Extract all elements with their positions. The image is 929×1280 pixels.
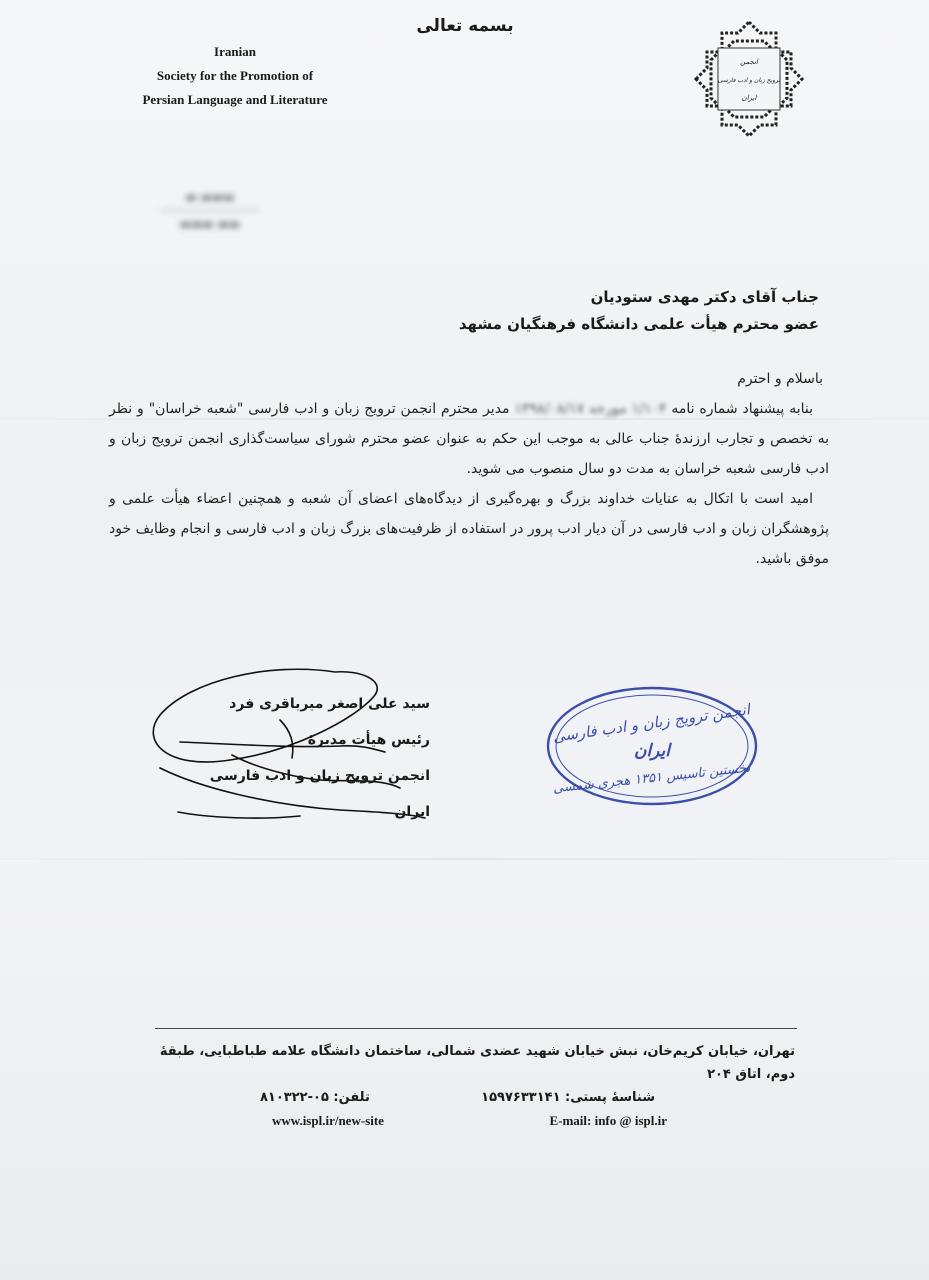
recipient-name: جناب آقای دکتر مهدی ستودیان bbox=[590, 288, 819, 306]
org-english-name bbox=[120, 40, 350, 112]
org-english-line: Persian Language and Literature bbox=[142, 92, 328, 107]
logo-text: انجمن bbox=[740, 58, 758, 66]
recipient-title: عضو محترم هیأت علمی دانشگاه فرهنگیان مشهد bbox=[458, 315, 819, 333]
recipient-block bbox=[319, 284, 819, 338]
paragraph-wishes: امید است با اتکال به عنایات خداوند بزرگ و بهره‌گیری از دیدگاه‌های اعضای آن شعبه و همچنین اعضاء هیأت علمی و پژوهشگران زبان و ادب فارسی در آن دیار ادب پرور در استفاده از ظرفیت‌های بزرگ زبان و ادب فارسی و انجام وظایف خود موفق باشید. bbox=[109, 491, 829, 567]
footer-email[interactable]: E-mail: info @ ispl.ir bbox=[549, 1113, 667, 1128]
org-english-line: Iranian bbox=[214, 44, 256, 59]
logo-text: ایران bbox=[741, 94, 757, 102]
official-stamp bbox=[542, 682, 762, 812]
org-english-line: Society for the Promotion of bbox=[156, 68, 314, 83]
signer-name: سید علی اصغر میرباقری فرد bbox=[229, 696, 430, 712]
signature-block bbox=[170, 686, 430, 830]
footer-address: تهران، خیابان کریم‌خان، نبش خیابان شهید عضدی شمالی، ساختمان دانشگاه علامه طباطبایی، طبقهٔ دوم، اتاق ۲۰۴ bbox=[159, 1044, 795, 1082]
letter-number-blurred: ۱/۱۰۴ مورخه ۱۳۹۸/۰۸/۱۷ bbox=[514, 401, 667, 417]
footer-postal-code: شناسهٔ پستی: ۱۵۹۷۶۳۳۱۴۱ bbox=[481, 1090, 655, 1105]
footer-contact-row bbox=[150, 1086, 795, 1109]
society-logo bbox=[688, 18, 810, 140]
stamp-text: ایران bbox=[633, 741, 671, 761]
stamp-text: انجمن ترویج زبان و ادب فارسی bbox=[551, 700, 751, 746]
bismillah-heading: بسمه تعالی bbox=[416, 16, 514, 36]
paragraph-appointment bbox=[109, 394, 829, 484]
greeting: باسلام و احترم bbox=[737, 371, 823, 387]
stamp-text: نخستین تاسیس ۱۳۵۱ هجری شمسی bbox=[552, 760, 751, 797]
signer-org: انجمن ترویج زبان و ادب فارسی ایران bbox=[209, 768, 430, 820]
paper-fold bbox=[0, 858, 929, 860]
footer-web-row bbox=[150, 1109, 795, 1132]
footer-phone: تلفن: ۰۵-۸۱۰۳۲۲ bbox=[260, 1090, 370, 1105]
signer-title: رئیس هیأت مدیرهٔ bbox=[307, 732, 430, 748]
footer-website[interactable]: www.ispl.ir/new-site bbox=[272, 1113, 384, 1128]
logo-text: ترویج زبان و ادب فارسی bbox=[717, 77, 781, 84]
letter-body bbox=[109, 364, 829, 574]
para-text: بنابه پیشنهاد شماره نامه bbox=[671, 401, 814, 417]
letterhead-footer bbox=[150, 1040, 795, 1132]
footer-divider bbox=[155, 1028, 797, 1029]
para-text: مدیر محترم انجمن ترویج زبان و ادب فارسی "شعبه خراسان" و نظر به تخصص و تجارب ارزندهٔ جناب عالی به موجب این حکم به عنوان عضو محترم شورای سیاست‌گذاری انجمن ترویج زبان و ادب فارسی شعبه خراسان به مدت دو سال منصوب می شوید. bbox=[109, 401, 829, 477]
reference-number-blurred: ▬ ▬▬▬ ▬▬▬ ▬▬ bbox=[150, 190, 270, 240]
